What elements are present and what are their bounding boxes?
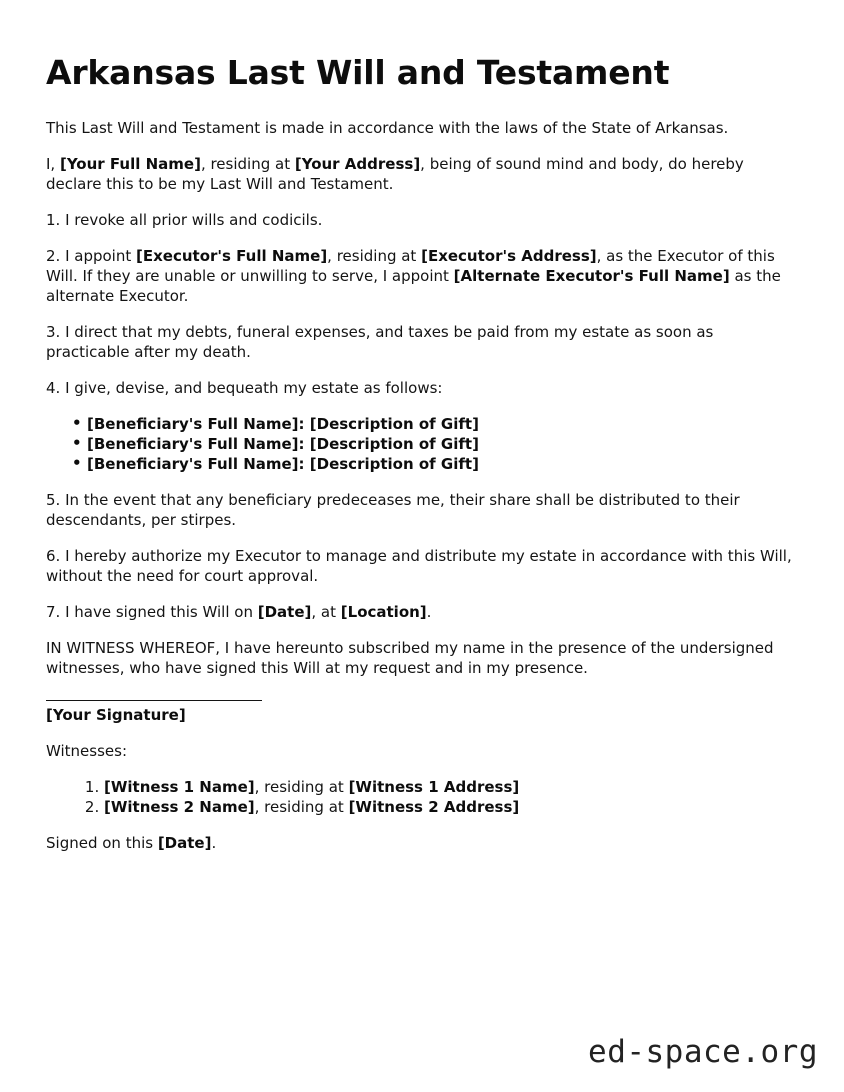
- clause-2-middle-2: , as the Executor of this Will. If they are unable or unwilling to serve, I appoint: [46, 246, 775, 285]
- witness-1-address-placeholder: [Witness 1 Address]: [348, 777, 520, 796]
- list-item: [72, 454, 796, 474]
- declaration-suffix: , being of sound mind and body, do hereby declare this to be my Last Will and Testament.: [46, 154, 744, 193]
- witness-1-middle: , residing at: [254, 777, 349, 796]
- gift-separator: :: [298, 434, 310, 453]
- clause-1-text: 1. I revoke all prior wills and codicils.: [46, 210, 323, 229]
- witness-2-address-placeholder: [Witness 2 Address]: [348, 797, 520, 816]
- witness-2-name-placeholder: [Witness 2 Name]: [104, 797, 255, 816]
- witnesses-heading: Witnesses:: [46, 741, 128, 760]
- attestation-text: IN WITNESS WHEREOF, I have hereunto subscribed my name in the presence of the undersigned witnesses, who have signed this Will at my request and in my presence.: [46, 638, 774, 677]
- signed-on-date-placeholder: [Date]: [157, 833, 212, 852]
- gift-description-placeholder: [Description of Gift]: [309, 434, 479, 453]
- beneficiary-name-placeholder: [Beneficiary's Full Name]: [87, 454, 299, 473]
- signing-location-placeholder: [Location]: [340, 602, 427, 621]
- clause-3-text: 3. I direct that my debts, funeral expenses, and taxes be paid from my estate as soon as practicable after my death.: [46, 322, 714, 361]
- clause-4-text: 4. I give, devise, and bequeath my estate as follows:: [46, 378, 443, 397]
- your-address-placeholder: [Your Address]: [294, 154, 421, 173]
- clause-7-prefix: 7. I have signed this Will on: [46, 602, 258, 621]
- gift-description-placeholder: [Description of Gift]: [309, 454, 479, 473]
- signing-date-placeholder: [Date]: [257, 602, 312, 621]
- clause-1-paragraph: [46, 210, 796, 230]
- declaration-prefix: I,: [46, 154, 60, 173]
- clause-2-middle-1: , residing at: [327, 246, 422, 265]
- site-watermark: ed-space.org: [588, 1034, 818, 1070]
- signature-line: [46, 700, 262, 701]
- gift-list: [46, 414, 796, 474]
- clause-6-paragraph: [46, 546, 796, 586]
- declaration-middle-1: , residing at: [200, 154, 295, 173]
- signature-placeholder: [Your Signature]: [46, 705, 186, 724]
- clause-3-paragraph: [46, 322, 796, 362]
- list-item: [104, 777, 796, 797]
- witness-list: [46, 777, 796, 817]
- list-item: [104, 797, 796, 817]
- gift-separator: :: [298, 454, 310, 473]
- intro-text: This Last Will and Testament is made in accordance with the laws of the State of Arkansas.: [46, 118, 729, 137]
- executor-address-placeholder: [Executor's Address]: [421, 246, 597, 265]
- clause-2-suffix: as the alternate Executor.: [46, 266, 781, 305]
- clause-2-paragraph: [46, 246, 796, 306]
- witness-1-name-placeholder: [Witness 1 Name]: [104, 777, 255, 796]
- witness-2-middle: , residing at: [254, 797, 349, 816]
- executor-name-placeholder: [Executor's Full Name]: [136, 246, 328, 265]
- gift-description-placeholder: [Description of Gift]: [309, 414, 479, 433]
- list-item: [72, 434, 796, 454]
- alternate-executor-placeholder: [Alternate Executor's Full Name]: [453, 266, 730, 285]
- clause-7-suffix: .: [426, 602, 432, 621]
- signed-on-prefix: Signed on this: [46, 833, 158, 852]
- clause-5-text: 5. In the event that any beneficiary predeceases me, their share shall be distributed to their descendants, per stirpes.: [46, 490, 740, 529]
- your-full-name-placeholder: [Your Full Name]: [59, 154, 201, 173]
- page-title: Arkansas Last Will and Testament: [46, 53, 670, 92]
- declaration-paragraph: [46, 154, 796, 194]
- clause-2-prefix: 2. I appoint: [46, 246, 137, 265]
- gift-separator: :: [298, 414, 310, 433]
- clause-5-paragraph: [46, 490, 796, 530]
- clause-6-text: 6. I hereby authorize my Executor to manage and distribute my estate in accordance with this Will, without the need for court approval.: [46, 546, 792, 585]
- signed-on-suffix: .: [211, 833, 217, 852]
- clause-4-paragraph: [46, 378, 796, 398]
- clause-7-middle-1: , at: [311, 602, 341, 621]
- beneficiary-name-placeholder: [Beneficiary's Full Name]: [87, 414, 299, 433]
- beneficiary-name-placeholder: [Beneficiary's Full Name]: [87, 434, 299, 453]
- intro-paragraph: [46, 118, 796, 138]
- list-item: [72, 414, 796, 434]
- clause-7-paragraph: [46, 602, 796, 622]
- signed-on-paragraph: [46, 833, 796, 853]
- attestation-paragraph: [46, 638, 796, 678]
